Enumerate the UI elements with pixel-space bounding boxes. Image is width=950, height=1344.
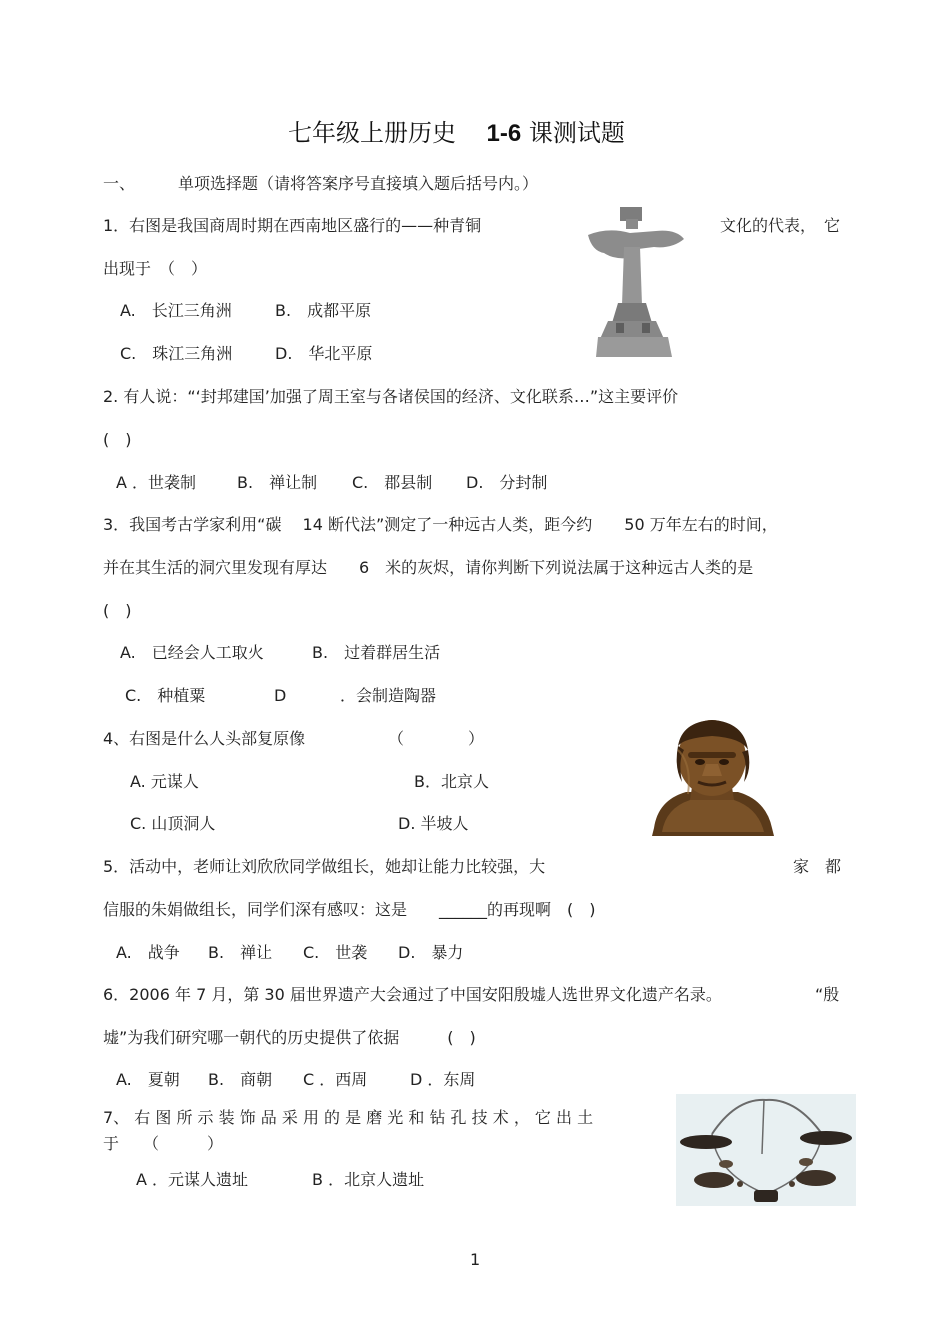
q5-line1-right: 家 都 bbox=[793, 857, 842, 876]
q2-line2: ( ) bbox=[103, 430, 132, 449]
q2-option-d: D. 分封制 bbox=[466, 473, 548, 492]
q7-option-b: B ．北京人遗址 bbox=[312, 1170, 425, 1189]
q1-option-a: A. 长江三角洲 bbox=[120, 301, 232, 320]
human-bust-icon bbox=[648, 716, 776, 840]
bronze-figure-icon bbox=[568, 205, 698, 360]
q2-option-c: C. 郡县制 bbox=[352, 473, 433, 492]
q4-option-b: B．北京人 bbox=[414, 772, 489, 791]
q2-option-a: A ．世袭制 bbox=[116, 473, 197, 492]
title-suffix: 课测试题 bbox=[528, 119, 625, 147]
q3-option-c: C. 种植粟 bbox=[125, 686, 206, 705]
q1-option-c: C. 珠江三角洲 bbox=[120, 344, 233, 363]
q1-option-d: D. 华北平原 bbox=[275, 344, 373, 363]
q6-option-d: D ．东周 bbox=[410, 1070, 476, 1089]
q6-line2: 墟”为我们研究哪一朝代的历史提供了依据 ( ) bbox=[103, 1028, 476, 1047]
q4-option-d: D. 半坡人 bbox=[398, 814, 469, 833]
q7-line2: 于 （ ） bbox=[103, 1134, 224, 1153]
q1-line1-left: 1．右图是我国商周时期在西南地区盛行的——种青铜 bbox=[103, 216, 482, 235]
q3-option-b: B. 过着群居生活 bbox=[312, 643, 441, 662]
q3-option-d-letter: D bbox=[274, 686, 287, 705]
page-number: 1 bbox=[470, 1250, 481, 1269]
q3-option-d-text: ．会制造陶器 bbox=[340, 686, 437, 705]
section-heading: 单项选择题（请将答案序号直接填入题后括号内。） bbox=[178, 174, 539, 193]
q5-option-b: B. 禅让 bbox=[208, 943, 273, 962]
q4-option-a: A. 元谋人 bbox=[130, 772, 199, 791]
q3-line2: 并在其生活的洞穴里发现有厚达 6 米的灰烬，请你判断下列说法属于这种远古人类的是 bbox=[103, 558, 754, 577]
q5-line1-left: 5．活动中，老师让刘欣欣同学做组长，她却让能力比较强，大 bbox=[103, 857, 546, 876]
q4-line1: 4、右图是什么人头部复原像 bbox=[103, 729, 306, 748]
q6-option-c: C ．西周 bbox=[303, 1070, 368, 1089]
q5-option-a: A. 战争 bbox=[116, 943, 180, 962]
q6-option-a: A. 夏朝 bbox=[116, 1070, 180, 1089]
q3-line3: ( ) bbox=[103, 601, 132, 620]
q2-option-b: B. 禅让制 bbox=[237, 473, 318, 492]
q6-line1-left: 6．2006 年 7 月，第 30 届世界遗产大会通过了中国安阳殷墟人选世界文化遗产名录。 bbox=[103, 985, 722, 1004]
q2-line1: 2. 有人说：“‘封邦建国’加强了周王室与各诸侯国的经济、文化联系…”这主要评价 bbox=[103, 387, 679, 406]
q7-line1: 7、 右 图 所 示 装 饰 品 采 用 的 是 磨 光 和 钻 孔 技 术 ， 它 出 土 bbox=[103, 1108, 594, 1127]
q1-line1-right: 文化的代表， 它 bbox=[720, 216, 841, 235]
q1-option-b: B. 成都平原 bbox=[275, 301, 372, 320]
title-text: 七年级上册历史 bbox=[288, 119, 456, 147]
title-number: 1-6 bbox=[486, 120, 522, 147]
q1-line2: 出现于 （ ） bbox=[103, 259, 208, 278]
q5-option-c: C. 世袭 bbox=[303, 943, 368, 962]
q5-line2: 信服的朱娟做组长，同学们深有感叹：这是 ______的再现啊 ( ) bbox=[103, 900, 596, 919]
q5-option-d: D. 暴力 bbox=[398, 943, 464, 962]
page-title bbox=[288, 118, 625, 149]
q3-line1: 3．我国考古学家利用“碳 14 断代法”测定了一种远古人类，距今约 50 万年左右的时间， bbox=[103, 515, 778, 534]
necklace-icon bbox=[676, 1094, 856, 1206]
q4-option-c: C. 山顶洞人 bbox=[130, 814, 216, 833]
q6-line1-right: “殷 bbox=[815, 985, 840, 1004]
q7-option-a: A ．元谋人遗址 bbox=[136, 1170, 249, 1189]
q3-option-a: A. 已经会人工取火 bbox=[120, 643, 264, 662]
section-number: 一、 bbox=[103, 174, 136, 193]
q4-answer-bracket: （ ） bbox=[388, 729, 485, 748]
q6-option-b: B. 商朝 bbox=[208, 1070, 273, 1089]
